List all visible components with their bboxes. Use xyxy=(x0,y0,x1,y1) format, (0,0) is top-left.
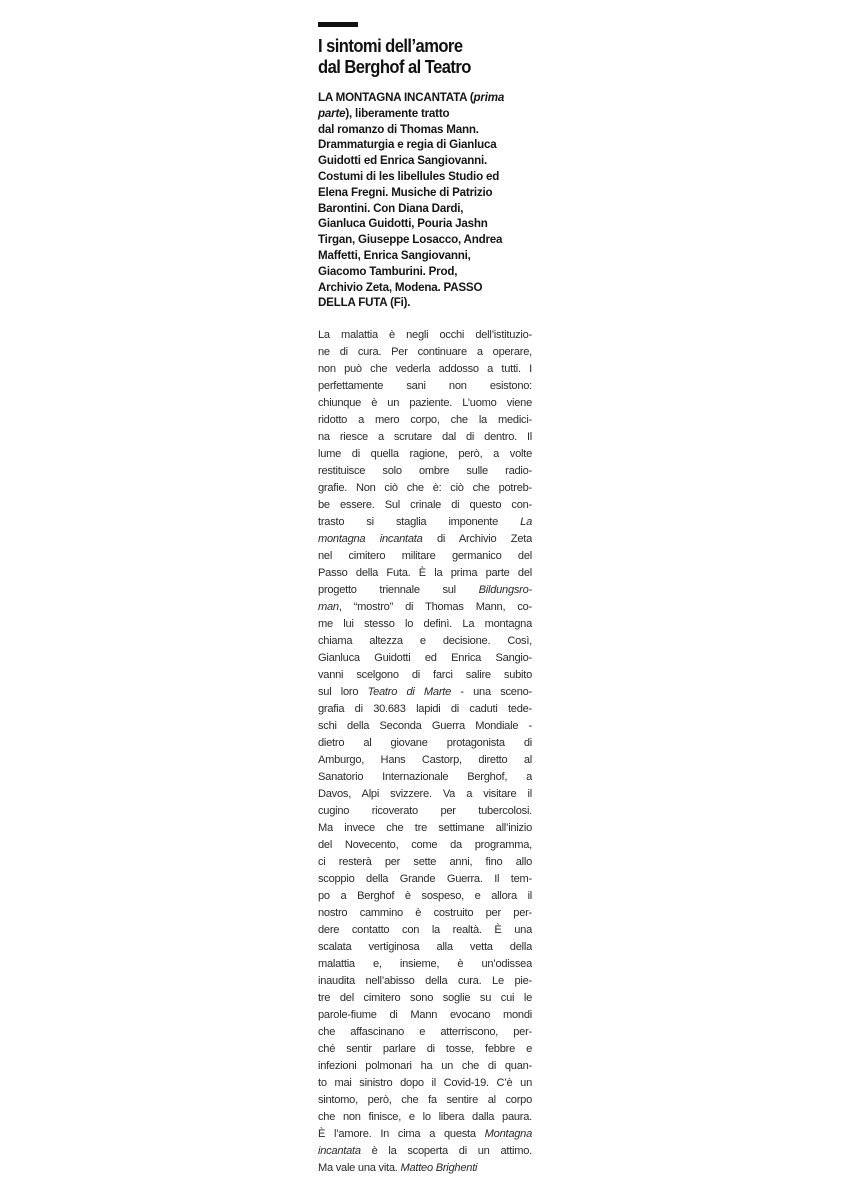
body-line xyxy=(318,531,532,548)
text-segment: perfettamente sani non esistono: xyxy=(318,380,532,393)
body-line xyxy=(318,582,532,599)
body-line xyxy=(318,667,532,684)
body-line xyxy=(318,888,532,905)
text-segment: scalata vertiginosa alla vetta della xyxy=(318,941,532,954)
italic-text: La xyxy=(520,516,532,529)
credits-line xyxy=(318,106,532,122)
section-rule xyxy=(318,22,358,27)
text-segment: di Archivio Zeta xyxy=(422,533,532,546)
body-line xyxy=(318,650,532,667)
text-segment: Costumi di les libellules Studio ed xyxy=(318,169,500,183)
text-segment: restituisce solo ombre sulle radio- xyxy=(318,465,532,478)
italic-text: man xyxy=(318,601,339,614)
text-segment: Ma vale una vita. xyxy=(318,1162,401,1175)
text-segment: nel cimitero militare germanico del xyxy=(318,550,532,563)
body-line xyxy=(318,361,532,378)
body-line xyxy=(318,752,532,769)
text-segment: vanni scelgono di farci salire subito xyxy=(318,669,532,682)
text-segment: na riesce a scrutare dal di dentro. Il xyxy=(318,431,532,444)
body-line xyxy=(318,1143,532,1160)
text-segment: sul loro xyxy=(318,686,368,699)
body-line xyxy=(318,480,532,497)
body-line xyxy=(318,327,532,344)
text-segment: me lui stesso lo definì. La montagna xyxy=(318,618,532,631)
headline-line: dal Berghof al Teatro xyxy=(318,57,471,77)
credits-line xyxy=(318,122,532,138)
body-line xyxy=(318,1075,532,1092)
body-line xyxy=(318,1041,532,1058)
headline-line: I sintomi dell’amore xyxy=(318,36,463,56)
italic-text: Matteo Brighenti xyxy=(400,1162,478,1175)
text-segment: grafia di 30.683 lapidi di caduti tede- xyxy=(318,703,532,716)
text-segment: sintomo, però, che fa sentire al corpo xyxy=(318,1094,532,1107)
body-line xyxy=(318,412,532,429)
text-segment: È l’amore. In cima a questa xyxy=(318,1128,485,1141)
credits-line xyxy=(318,248,532,264)
text-segment: - una sceno- xyxy=(451,686,532,699)
body-line xyxy=(318,463,532,480)
text-segment: tre del cimitero sono soglie su cui le xyxy=(318,992,532,1005)
credits-line xyxy=(318,90,532,106)
credits-line xyxy=(318,169,532,185)
text-segment: progetto triennale sul xyxy=(318,584,479,597)
text-segment: to mai sinistro dopo il Covid-19. C’è un xyxy=(318,1077,532,1090)
body-line xyxy=(318,735,532,752)
body-line xyxy=(318,939,532,956)
credits-line xyxy=(318,137,532,153)
text-segment: Archivio Zeta, Modena. PASSO xyxy=(318,280,483,294)
text-segment: dal romanzo di Thomas Mann. xyxy=(318,122,479,136)
text-segment: ché sentir parlare di tosse, febbre e xyxy=(318,1043,532,1056)
text-segment: ci resterà per sette anni, fino allo xyxy=(318,856,532,869)
text-segment: Passo della Futa. È la prima parte del xyxy=(318,567,532,580)
body-line xyxy=(318,497,532,514)
text-segment: grafie. Non ciò che è: ciò che potreb- xyxy=(318,482,532,495)
text-segment: Sanatorio Internazionale Berghof, a xyxy=(318,771,532,784)
text-segment: LA MONTAGNA INCANTATA ( xyxy=(318,91,474,104)
text-segment: DELLA FUTA (Fi). xyxy=(318,296,411,310)
credits-line xyxy=(318,280,532,296)
body-line xyxy=(318,990,532,1007)
text-segment: Gianluca Guidotti, Pouria Jashn xyxy=(318,217,488,231)
text-segment: infezioni polmonari ha un che di quan- xyxy=(318,1060,532,1073)
body-line xyxy=(318,378,532,395)
text-segment: cugino ricoverato per tubercolosi. xyxy=(318,805,532,818)
text-segment: è la scoperta di un attimo. xyxy=(360,1145,532,1158)
body-line xyxy=(318,786,532,803)
body-line xyxy=(318,871,532,888)
article xyxy=(318,22,532,1177)
body-line xyxy=(318,769,532,786)
production-credits xyxy=(318,90,532,311)
text-segment: Maffetti, Enrica Sangiovanni, xyxy=(318,248,471,262)
credits-line xyxy=(318,264,532,280)
body-line xyxy=(318,1007,532,1024)
credits-line xyxy=(318,185,532,201)
text-segment: Giacomo Tamburini. Prod, xyxy=(318,264,458,278)
text-segment: schi della Seconda Guerra Mondiale - xyxy=(318,720,532,733)
text-segment: Davos, Alpi svizzere. Va a visitare il xyxy=(318,788,532,801)
text-segment: Barontini. Con Diana Dardi, xyxy=(318,201,464,215)
text-segment: del Novecento, come da programma, xyxy=(318,839,532,852)
body-line xyxy=(318,718,532,735)
text-segment: , “mostro” di Thomas Mann, co- xyxy=(338,601,532,614)
text-segment: che non finisce, e lo libera dalla paura. xyxy=(318,1111,532,1124)
credits-line xyxy=(318,232,532,248)
italic-text: incantata xyxy=(318,1145,361,1158)
body-line xyxy=(318,854,532,871)
text-segment: Gianluca Guidotti ed Enrica Sangio- xyxy=(318,652,532,665)
italic-text: parte xyxy=(318,106,346,120)
text-segment: Tirgan, Giuseppe Losacco, Andrea xyxy=(318,233,503,247)
body-line xyxy=(318,429,532,446)
text-segment: La malattia è negli occhi dell’istituzio- xyxy=(318,329,532,342)
body-line xyxy=(318,922,532,939)
body-line xyxy=(318,684,532,701)
body-line xyxy=(318,1160,532,1177)
italic-text: montagna incantata xyxy=(318,533,423,546)
text-segment: Amburgo, Hans Castorp, diretto al xyxy=(318,754,532,767)
body-line xyxy=(318,344,532,361)
text-segment: ne di cura. Per continuare a operare, xyxy=(318,346,532,359)
text-segment: lume di quella ragione, però, a volte xyxy=(318,448,532,461)
headline xyxy=(318,36,531,78)
body-line xyxy=(318,956,532,973)
text-segment: chiunque è un paziente. L’uomo viene xyxy=(318,397,532,410)
body-line xyxy=(318,1024,532,1041)
body-line xyxy=(318,820,532,837)
body-line xyxy=(318,1109,532,1126)
text-segment: ), liberamente tratto xyxy=(345,106,450,120)
body-line xyxy=(318,905,532,922)
text-segment: po a Berghof è sospeso, e allora il xyxy=(318,890,532,903)
text-segment: non può che vederla addosso a tutti. I xyxy=(318,363,532,376)
credits-line xyxy=(318,201,532,217)
text-segment: dietro al giovane protagonista di xyxy=(318,737,532,750)
body-line xyxy=(318,446,532,463)
text-segment: nostro cammino è costruito per per- xyxy=(318,907,532,920)
text-segment: ridotto a mero corpo, che la medici- xyxy=(318,414,532,427)
body-line xyxy=(318,803,532,820)
body-line xyxy=(318,701,532,718)
text-segment: che affascinano e atterriscono, per- xyxy=(318,1026,532,1039)
credits-line xyxy=(318,295,532,311)
body-line xyxy=(318,1058,532,1075)
text-segment: Ma invece che tre settimane all’inizio xyxy=(318,822,532,835)
text-segment: malattia e, insieme, è un’odissea xyxy=(318,958,532,971)
text-segment: Elena Fregni. Musiche di Patrizio xyxy=(318,185,493,199)
body-line xyxy=(318,599,532,616)
italic-text: Teatro di Marte xyxy=(367,686,452,699)
body-line xyxy=(318,548,532,565)
body-line xyxy=(318,565,532,582)
body-line xyxy=(318,514,532,531)
credits-line xyxy=(318,216,532,232)
text-segment: Guidotti ed Enrica Sangiovanni. xyxy=(318,154,488,168)
text-segment: parole-fiume di Mann evocano mondi xyxy=(318,1009,532,1022)
italic-text: Montagna xyxy=(484,1128,532,1141)
text-segment: Drammaturgia e regia di Gianluca xyxy=(318,138,497,152)
article-body xyxy=(318,327,532,1177)
body-line xyxy=(318,973,532,990)
body-line xyxy=(318,1126,532,1143)
body-line xyxy=(318,837,532,854)
text-segment: trasto si staglia imponente xyxy=(318,516,521,529)
body-line xyxy=(318,1092,532,1109)
text-segment: scoppio della Grande Guerra. Il tem- xyxy=(318,873,532,886)
italic-text: prima xyxy=(473,91,505,104)
text-segment: dere contatto con la realtà. È una xyxy=(318,924,532,937)
text-segment: inaudita nell’abisso della cura. Le pie- xyxy=(318,975,532,988)
body-line xyxy=(318,616,532,633)
text-segment: chiama altezza e decisione. Così, xyxy=(318,635,532,648)
body-line xyxy=(318,395,532,412)
italic-text: Bildungsro- xyxy=(478,584,532,597)
text-segment: be essere. Sul crinale di questo con- xyxy=(318,499,532,512)
credits-line xyxy=(318,153,532,169)
body-line xyxy=(318,633,532,650)
